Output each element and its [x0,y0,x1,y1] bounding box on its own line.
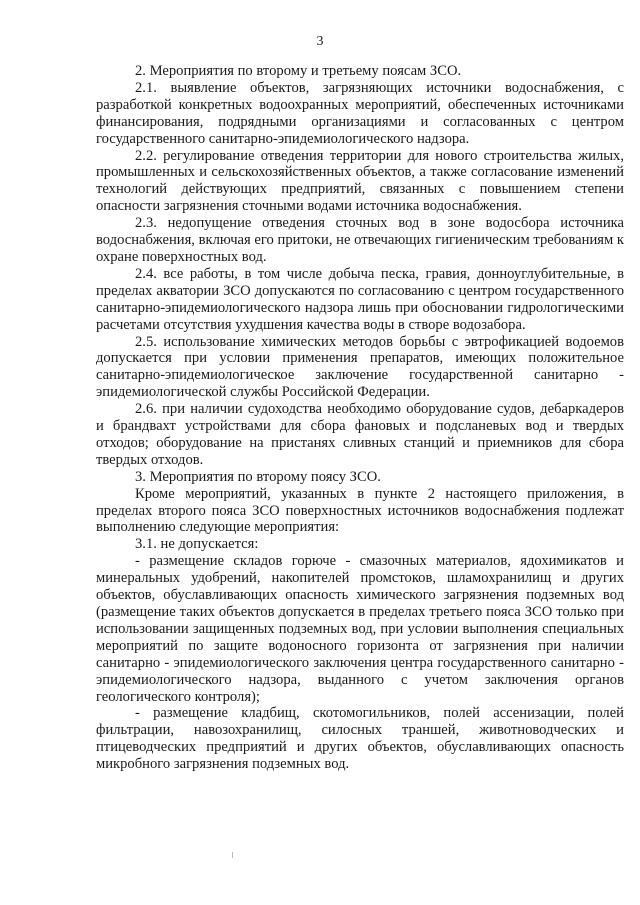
scan-mark [232,852,237,858]
paragraph-2-5: 2.5. использование химических методов борьбы с эвтрофикацией водоемов допускается при условии применения препаратов, имеющих положительное санитарно-эпидемиологическое заключение государственной санитарно - эпидемиологической службы Российской Федерации. [96,333,624,401]
page-number: 3 [316,34,324,49]
document-body [96,63,624,773]
paragraph-2-3: 2.3. недопущение отведения сточных вод в зоне водосбора источника водоснабжения, включая его притоки, не отвечающих гигиеническим требованиям к охране поверхностных вод. [96,215,624,265]
section-3-intro: Кроме мероприятий, указанных в пункте 2 настоящего приложения, в пределах второго пояса ЗСО поверхностных источников водоснабжения подлежат выполнению следующие мероприятия: [96,485,624,536]
section-3-heading: 3. Мероприятия по второму поясу ЗСО. [135,468,381,485]
bullet-item: - размещение складов горюче - смазочных материалов, ядохимикатов и минеральных удобрений, накопителей промстоков, шламохранилищ и других объектов, обуславливающих опасность химического загрязнения подземных вод (размещение таких объектов допускается в пределах третьего пояса ЗСО только при использовании защищенных подземных вод, при условии выполнения специальных мероприятий по защите водоносного горизонта от загрязнения при наличии санитарно - эпидемиологического заключения центра государственного санитарно - эпидемиологического надзора, выданного с учетом заключения органов геологического контроля); [96,553,624,705]
paragraph-2-6: 2.6. при наличии судоходства необходимо оборудование судов, дебаркадеров и брандвахт устройствами для сбора фановых и подсланевых вод и твердых отходов; оборудование на пристанях сливных станций и приемников для сбора твердых отходов. [96,401,624,468]
paragraph-2-1: 2.1. выявление объектов, загрязняющих источники водоснабжения, с разработкой конкретных водоохранных мероприятий, обеспеченных источниками финансирования, подрядными организациями и согласованных с центром государственного санитарно-эпидемиологического надзора. [96,79,624,147]
paragraph-2-4: 2.4. все работы, в том числе добыча песка, гравия, донноуглубительные, в пределах акватории ЗСО допускаются по согласованию с центром государственного санитарно-эпидемиологического надзора лишь при обосновании гидрологическими расчетами отсутствия ухудшения качества воды в створе водозабора. [96,265,624,333]
section-2-heading: 2. Мероприятия по второму и третьему поясам ЗСО. [135,63,462,79]
paragraph-2-2: 2.2. регулирование отведения территории для нового строительства жилых, промышленных и сельскохозяйственных объектов, а также согласование изменений технологий действующих предприятий, связанных с повышением степени опасности загрязнения сточными водами источника водоснабжения. [96,147,624,215]
bullet-item: - размещение кладбищ, скотомогильников, полей ассенизации, полей фильтрации, навозохранилищ, силосных траншей, животноводческих и птицеводческих предприятий и других объектов, обуславливающих опасность микробного загрязнения подземных вод. [96,705,624,773]
paragraph-3-1: 3.1. не допускается: [135,536,259,553]
